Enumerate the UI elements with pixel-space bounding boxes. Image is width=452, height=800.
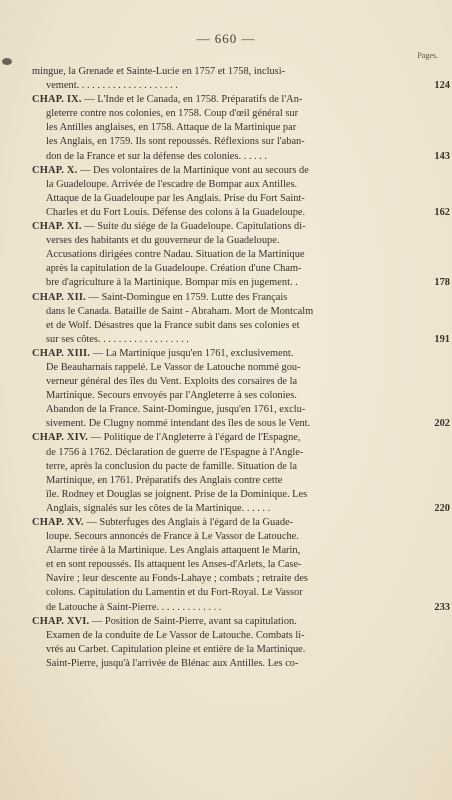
page-ref: 143 — [434, 150, 450, 162]
toc-entry — [32, 164, 450, 220]
pages-column-label: Pages. — [417, 51, 438, 60]
toc-entry — [32, 615, 418, 671]
chapter-label: CHAP. IX. — [32, 94, 82, 106]
toc-line: CHAP. XII. — Saint-Domingue en 1759. Lutte des Français — [32, 291, 288, 303]
toc-line: dans le Canada. Bataille de Saint - Abraham. Mort de Montcalm — [46, 305, 314, 317]
toc-line: et en sont repoussés. Ils attaquent les Anses-d'Arlets, la Case- — [46, 559, 302, 571]
toc-line: mingue, la Grenade et Sainte-Lucie en 1757 et 1758, inclusi- — [32, 66, 286, 77]
chapter-label: CHAP. X. — [32, 164, 78, 176]
toc-line: et de Wolf. Désastres que la France subit dans ses colonies et — [46, 319, 300, 331]
toc-line: CHAP. IX. — L'Inde et le Canada, en 1758. Préparatifs de l'An- — [32, 94, 303, 106]
chapter-label: CHAP. XV. — [32, 517, 84, 528]
toc-line: vrés au Carbet. Capitulation pleine et entière de la Martinique. — [46, 643, 306, 655]
chapter-label: CHAP. XII. — [32, 291, 86, 303]
page-ref: 178 — [434, 277, 450, 289]
toc-line: Martinique, en 1761. Préparatifs des Anglais contre cette — [46, 474, 283, 486]
chapter-label: CHAP. XI. — [32, 221, 82, 233]
toc-line: CHAP. XIII. — La Martinique jusqu'en 1761, exclusivement. — [32, 347, 294, 359]
toc-line: colons. Capitulation du Lamentin et du Fort-Royal. Le Vassor — [46, 587, 303, 599]
toc-line: don de la France et sur la défense des colonies. . . . . . 143 — [32, 150, 418, 164]
toc-line: CHAP. XV. — Subterfuges des Anglais à l'égard de la Guade- — [32, 517, 294, 528]
toc-line: Examen de la conduite de Le Vassor de Latouche. Combats li- — [46, 629, 305, 641]
toc-entry — [32, 220, 450, 290]
toc-entry — [32, 431, 450, 516]
toc-line: de 1756 à 1762. Déclaration de guerre de l'Espagne à l'Angle- — [46, 446, 304, 458]
toc-line: après la capitulation de la Guadeloupe. Création d'une Cham- — [46, 263, 302, 275]
page-ref: 233 — [434, 601, 450, 613]
table-of-contents — [32, 65, 450, 671]
toc-line: les Antilles anglaises, en 1758. Attaque de la Martinique par — [46, 122, 297, 134]
page-ref: 202 — [434, 418, 450, 430]
page-ref: 191 — [434, 333, 450, 345]
toc-entry — [32, 516, 450, 615]
toc-line: CHAP. XI. — Suite du siége de la Guadeloupe. Capitulations di- — [32, 221, 306, 233]
page-ref: 162 — [434, 206, 450, 218]
toc-line: CHAP. X. — Des volontaires de la Martinique vont au secours de — [32, 164, 309, 176]
toc-line: Attaque de la Guadeloupe par les Anglais. Prise du Fort Saint- — [46, 192, 305, 204]
toc-line: Anglais, signalés sur les côtes de la Martinique. . . . . . 220 — [32, 502, 418, 516]
toc-entry — [32, 93, 450, 163]
toc-line: Martinique. Secours envoyés par l'Angleterre à ses colonies. — [46, 390, 297, 402]
ink-blot — [2, 58, 12, 65]
toc-line: terre, après la conclusion du pacte de famille. Situation de la — [46, 460, 298, 472]
toc-line: gleterre contre nos colonies, en 1758. Coup d'œil général sur — [46, 108, 299, 120]
toc-line: bre d'agriculture à la Martinique. Bompar mis en jugement. . 178 — [32, 276, 418, 290]
toc-line: vement. . . . . . . . . . . . . . . . . . . . 124 — [32, 79, 418, 93]
toc-line: les Anglais, en 1759. Ils sont repoussés. Réflexions sur l'aban- — [46, 136, 305, 148]
toc-entry — [32, 291, 450, 347]
chapter-label: CHAP. XVI. — [32, 615, 90, 627]
page-ref: 220 — [434, 502, 450, 514]
toc-line: Saint-Pierre, jusqu'à l'arrivée de Blénac aux Antilles. Les co- — [46, 657, 299, 669]
toc-line: verneur général des îles du Vent. Exploits des corsaires de la — [46, 376, 298, 388]
page-ref: 124 — [434, 80, 450, 92]
toc-line: sivement. De Clugny nommé intendant des îles de sous le Vent. 202 — [32, 417, 418, 431]
toc-entry — [32, 65, 450, 93]
toc-line: île. Rodney et Douglas se joignent. Prise de la Dominique. Les — [46, 488, 308, 500]
toc-line: CHAP. XIV. — Politique de l'Angleterre à l'égard de l'Espagne, — [32, 432, 301, 444]
toc-line: Charles et du Fort Louis. Défense des colons à la Guadeloupe. 162 — [32, 206, 418, 220]
toc-line: De Beauharnais rappelé. Le Vassor de Latouche nommé gou- — [46, 361, 301, 373]
toc-line: loupe. Secours annoncés de France à Le Vassor de Latouche. — [46, 531, 299, 543]
toc-entry — [32, 347, 450, 432]
toc-line: sur ses côtes. . . . . . . . . . . . . . . . . . 191 — [32, 333, 418, 347]
toc-line: la Guadeloupe. Arrivée de l'escadre de Bompar aux Antilles. — [46, 178, 298, 190]
toc-line: Abandon de la France. Saint-Domingue, jusqu'en 1761, exclu- — [46, 404, 306, 416]
page-number: — 660 — — [196, 31, 256, 46]
toc-line: verses des habitants et du gouverneur de la Guadeloupe. — [46, 235, 280, 247]
toc-line: Navire ; leur descente au Fonds-Lahaye ; combats ; retraite des — [46, 573, 308, 585]
chapter-label: CHAP. XIV. — [32, 432, 88, 444]
chapter-label: CHAP. XIII. — [32, 347, 91, 359]
toc-line: Accusations dirigées contre Nadau. Situation de la Martinique — [46, 249, 305, 261]
toc-line: de Latouche à Saint-Pierre. . . . . . . . . . . . . 233 — [32, 601, 418, 615]
toc-line: Alarme tirée à la Martinique. Les Anglais attaquent le Marin, — [46, 545, 301, 557]
toc-line: CHAP. XVI. — Position de Saint-Pierre, avant sa capitulation. — [32, 615, 297, 627]
